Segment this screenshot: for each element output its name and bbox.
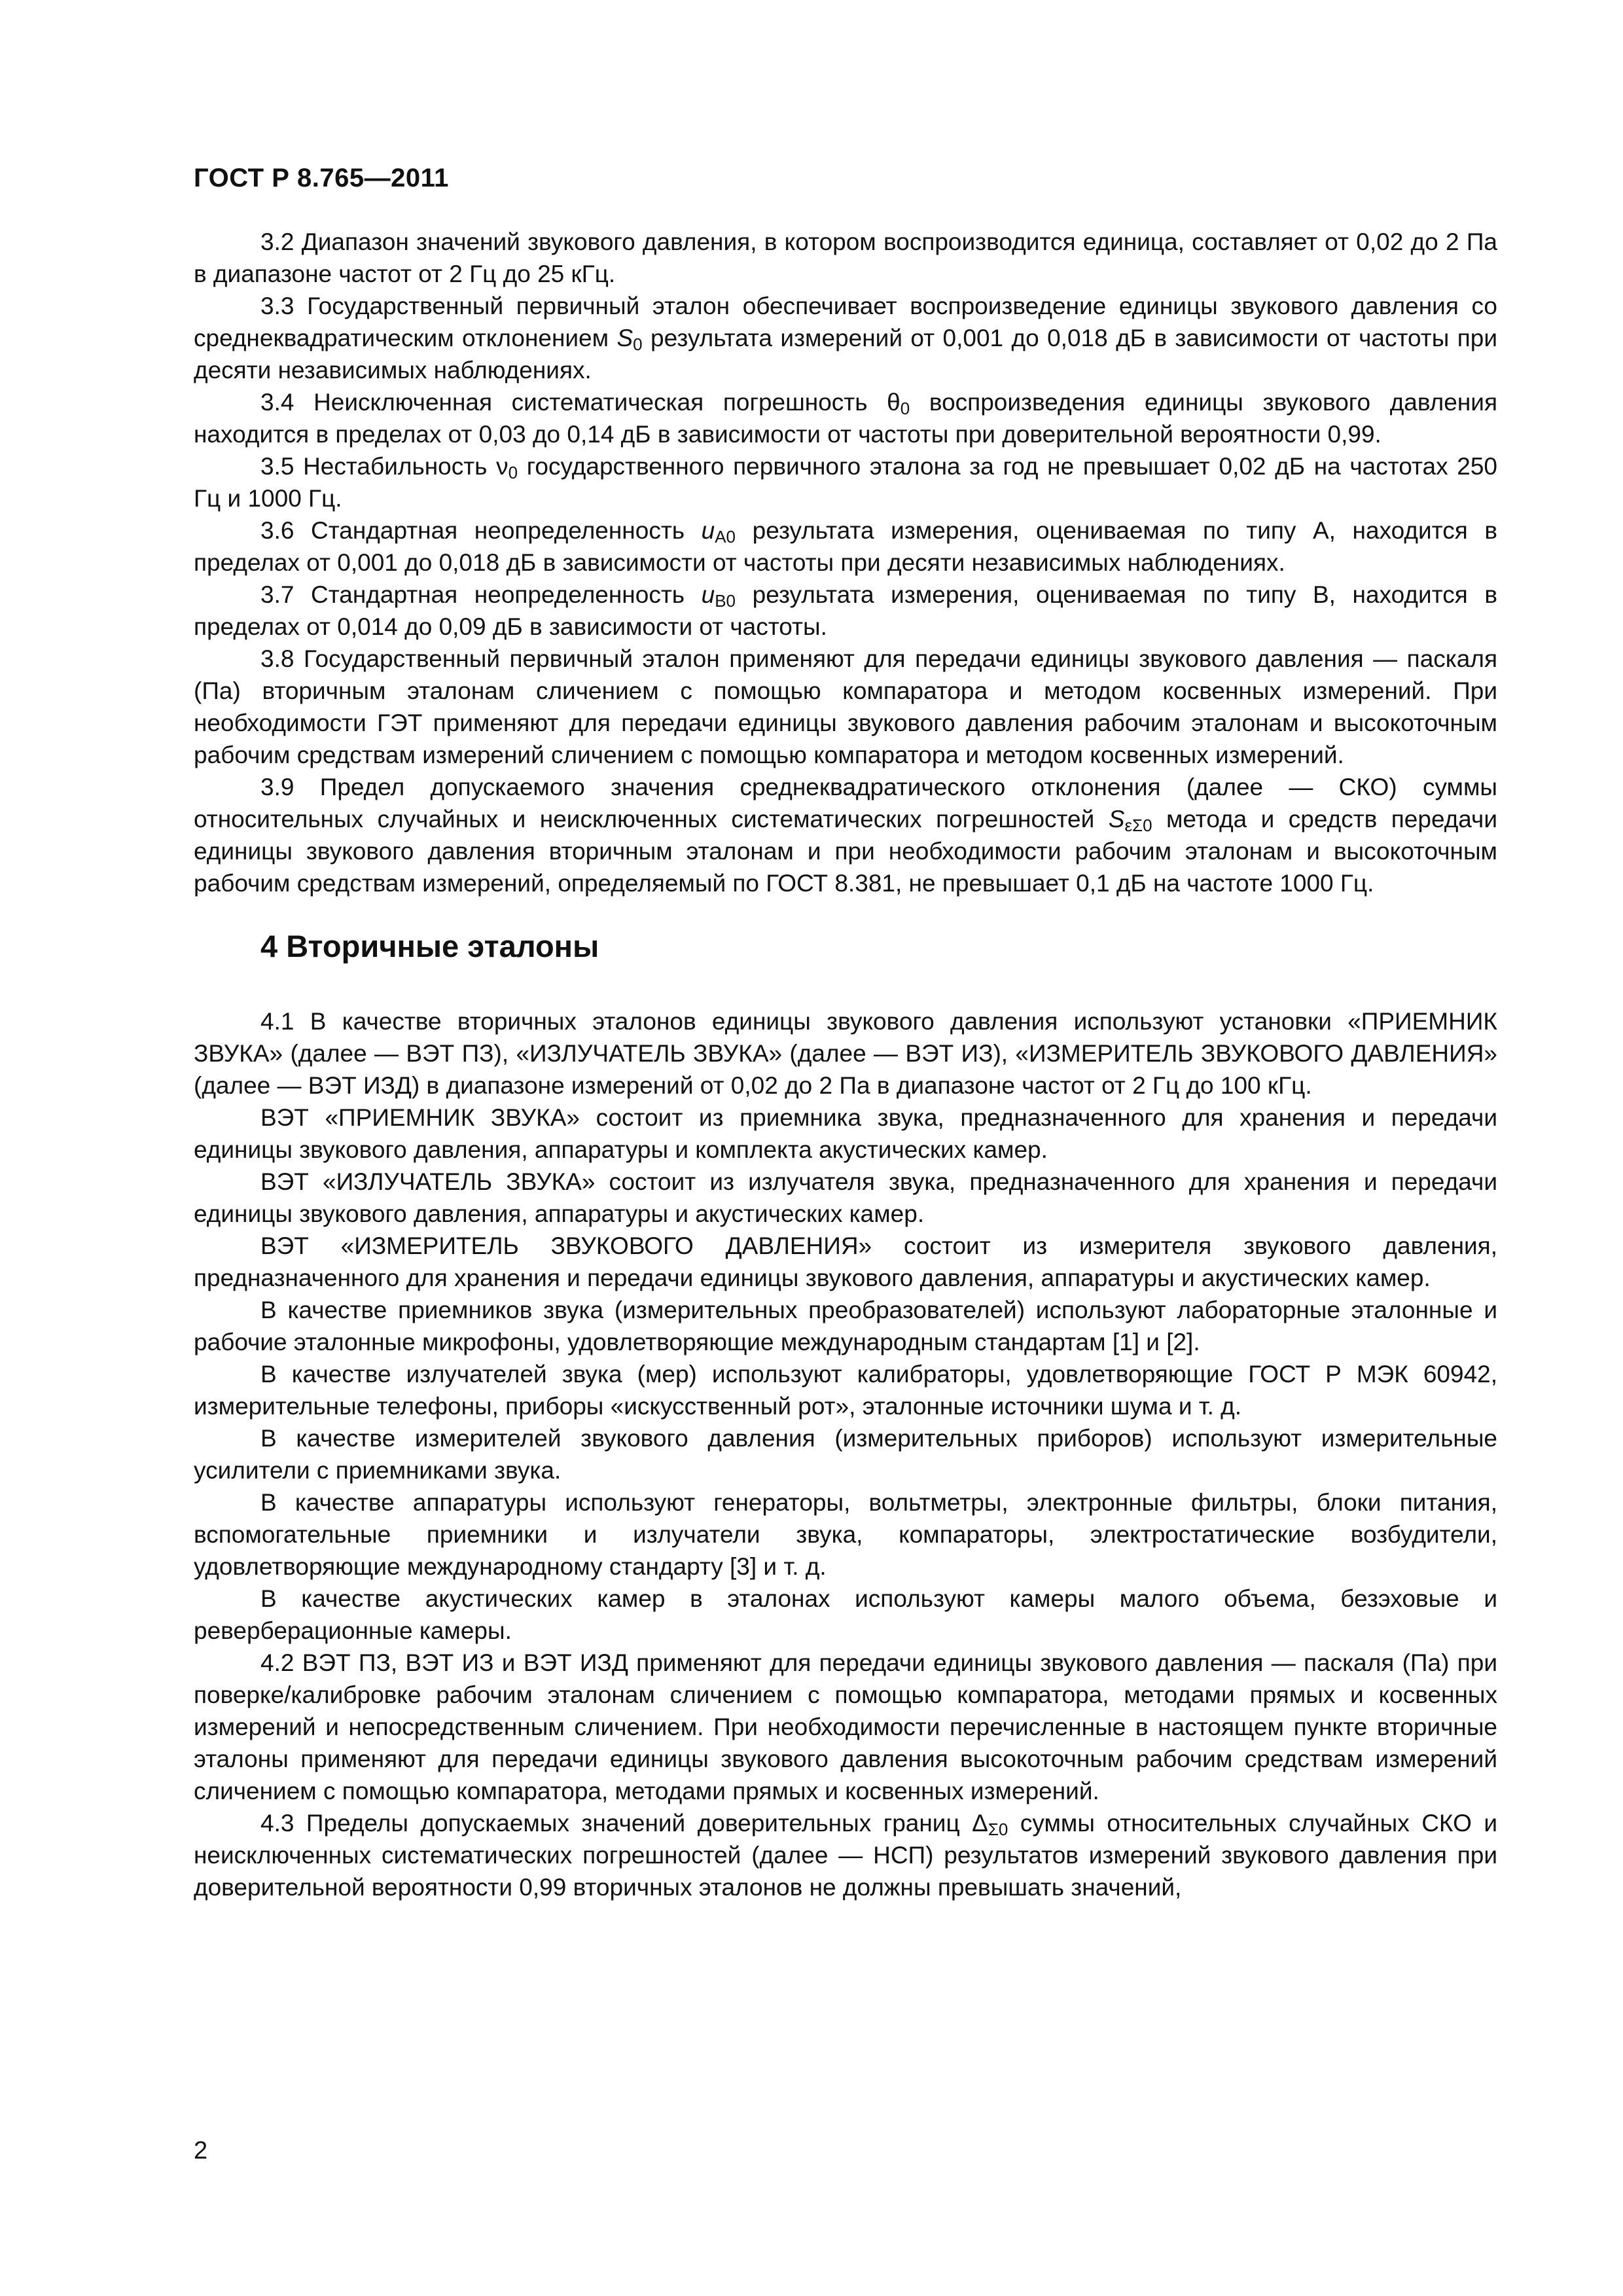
text-run: 3.6 Стандартная неопределенность <box>260 517 702 544</box>
text-run: 3.5 Нестабильность ν <box>260 453 508 480</box>
text-run: результата измерений от 0,001 до 0,018 дБ в зависимости от частоты при десяти независимых наблюдениях. <box>194 325 1497 384</box>
paragraph-3.5 <box>194 450 1497 514</box>
text-run: результата измерения, оцениваемая по типу А, находится в пределах от 0,001 до 0,018 дБ в зависимости от частоты при десяти независимых наблюдениях. <box>194 517 1497 576</box>
text-run: 4.1 В качестве вторичных эталонов единицы звукового давления используют установки «ПРИЕМНИК ЗВУКА» (далее — ВЭТ ПЗ), «ИЗЛУЧАТЕЛЬ ЗВУКА» (далее — ВЭТ ИЗ), «ИЗМЕРИТЕЛЬ ЗВУКОВОГО ДАВЛЕНИЯ» (далее — ВЭТ ИЗД) в диапазоне измерений от 0,02 до 2 Па в диапазоне частот от 2 Гц до 100 кГц. <box>194 1008 1497 1099</box>
paragraph-3.7 <box>194 579 1497 643</box>
paragraph-4.1-chambers <box>194 1583 1497 1647</box>
paragraph-4.3 <box>194 1807 1497 1903</box>
subscript: B0 <box>715 591 736 611</box>
paragraph-4.1-equipment <box>194 1486 1497 1583</box>
paragraph-4.1 <box>194 1005 1497 1102</box>
subscript: 0 <box>508 463 518 482</box>
section-3-paragraphs <box>194 226 1497 899</box>
text-run: 3.7 Стандартная неопределенность <box>260 581 702 608</box>
paragraph-4.1-izd <box>194 1230 1497 1294</box>
document-header: ГОСТ Р 8.765—2011 <box>194 164 449 192</box>
paragraph-4.1-receivers <box>194 1294 1497 1358</box>
text-run: ВЭТ «ИЗМЕРИТЕЛЬ ЗВУКОВОГО ДАВЛЕНИЯ» состоит из измерителя звукового давления, предназначенного для хранения и передачи единицы звукового давления, аппаратуры и акустических камер. <box>194 1232 1497 1291</box>
paragraph-3.6 <box>194 514 1497 579</box>
text-run: В качестве акустических камер в эталонах используют камеры малого объема, безэховые и реверберационные камеры. <box>194 1585 1497 1644</box>
paragraph-3.2 <box>194 226 1497 290</box>
text-run: В качестве приемников звука (измерительных преобразователей) используют лабораторные эталонные и рабочие эталонные микрофоны, удовлетворяющие международным стандартам [1] и [2]. <box>194 1297 1497 1355</box>
paragraph-3.9 <box>194 771 1497 899</box>
paragraph-4.1-iz <box>194 1166 1497 1230</box>
text-run: ВЭТ «ИЗЛУЧАТЕЛЬ ЗВУКА» состоит из излучателя звука, предназначенного для хранения и передачи единицы звукового давления, аппаратуры и акустических камер. <box>194 1168 1497 1227</box>
italic-symbol: u <box>701 517 715 544</box>
text-run: 4.3 Пределы допускаемых значений доверительных границ Δ <box>260 1810 988 1837</box>
paragraph-4.1-meters <box>194 1422 1497 1486</box>
subscript: Σ0 <box>988 1820 1008 1839</box>
italic-symbol: S <box>1108 806 1125 833</box>
text-run: 3.8 Государственный первичный эталон применяют для передачи единицы звукового давления — паскаля (Па) вторичным эталонам сличением с помощью компаратора и методом косвенных измерений. При необходимости ГЭТ применяют для передачи единицы звукового давления рабочим эталонам и высокоточным рабочим средствам измерений сличением с помощью компаратора и методом косвенных измерений. <box>194 645 1497 768</box>
text-run: результата измерения, оцениваемая по типу В, находится в пределах от 0,014 до 0,09 дБ в зависимости от частоты. <box>194 581 1497 640</box>
paragraph-3.8 <box>194 643 1497 771</box>
paragraph-4.1-pz <box>194 1102 1497 1166</box>
paragraph-4.2 <box>194 1647 1497 1807</box>
italic-symbol: S <box>616 325 633 351</box>
text-run: В качестве аппаратуры используют генераторы, вольтметры, электронные фильтры, блоки питания, вспомогательные приемники и излучатели звука, компараторы, электростатические возбудители, удовлетворяющие международному стандарту [3] и т. д. <box>194 1489 1497 1580</box>
text-run: воспроизведения единицы звукового давления находится в пределах от 0,03 до 0,14 дБ в зависимости от частоты при доверительной вероятности 0,99. <box>194 389 1497 448</box>
paragraph-4.1-emitters <box>194 1358 1497 1422</box>
section-title: 4 Вторичные эталоны <box>260 929 599 963</box>
italic-symbol: u <box>701 581 715 608</box>
paragraph-3.4 <box>194 386 1497 450</box>
section-4-paragraphs <box>194 1005 1497 1903</box>
subscript: 0 <box>633 334 643 354</box>
text-run: суммы относительных случайных СКО и неисключенных систематических погрешностей (далее — НСП) результатов измерений звукового давления при доверительной вероятности 0,99 вторичных эталонов не должны превышать значений, <box>194 1810 1498 1901</box>
text-run: метода и средств передачи единицы звукового давления вторичным эталонам и при необходимости рабочим эталонам и высокоточным рабочим средствам измерений, определяемый по ГОСТ 8.381, не превышает 0,1 дБ на частоте 1000 Гц. <box>194 806 1498 897</box>
text-run: ВЭТ «ПРИЕМНИК ЗВУКА» состоит из приемника звука, предназначенного для хранения и передачи единицы звукового давления, аппаратуры и комплекта акустических камер. <box>194 1104 1497 1163</box>
text-run: В качестве излучателей звука (мер) используют калибраторы, удовлетворяющие ГОСТ Р МЭК 60942, измерительные телефоны, приборы «искусственный рот», эталонные источники шума и т. д. <box>194 1361 1497 1420</box>
subscript: εΣ0 <box>1124 816 1152 835</box>
text-run: государственного первичного эталона за год не превышает 0,02 дБ на частотах 250 Гц и 1000 Гц. <box>194 453 1497 512</box>
document-body <box>194 226 1497 1903</box>
text-run: 3.4 Неисключенная систематическая погрешность θ <box>260 389 901 416</box>
text-run: 3.9 Предел допускаемого значения среднеквадратического отклонения (далее — СКО) суммы относительных случайных и неисключенных систематических погрешностей <box>194 774 1497 833</box>
text-run: 3.2 Диапазон значений звукового давления, в котором воспроизводится единица, составляет от 0,02 до 2 Па в диапазоне частот от 2 Гц до 25 кГц. <box>194 228 1497 287</box>
subscript: A0 <box>715 527 736 547</box>
text-run: 3.3 Государственный первичный эталон обеспечивает воспроизведение единицы звукового давления со среднеквадратическим отклонением <box>194 293 1497 351</box>
text-run: 4.2 ВЭТ ПЗ, ВЭТ ИЗ и ВЭТ ИЗД применяют для передачи единицы звукового давления — паскаля (Па) при поверке/калибровке рабочим эталонам сличением с помощью компаратора, методами прямых и косвенных измерений и непосредственным сличением. При необходимости перечисленные в настоящем пункте вторичные эталоны применяют для передачи единицы звукового давления высокоточным рабочим средствам измерений сличением с помощью компаратора, методами прямых и косвенных измерений. <box>194 1649 1497 1804</box>
paragraph-3.3 <box>194 290 1497 386</box>
page-number: 2 <box>194 2137 208 2164</box>
text-run: В качестве измерителей звукового давления (измерительных приборов) используют измерительные усилители с приемниками звука. <box>194 1425 1497 1484</box>
subscript: 0 <box>900 399 910 418</box>
